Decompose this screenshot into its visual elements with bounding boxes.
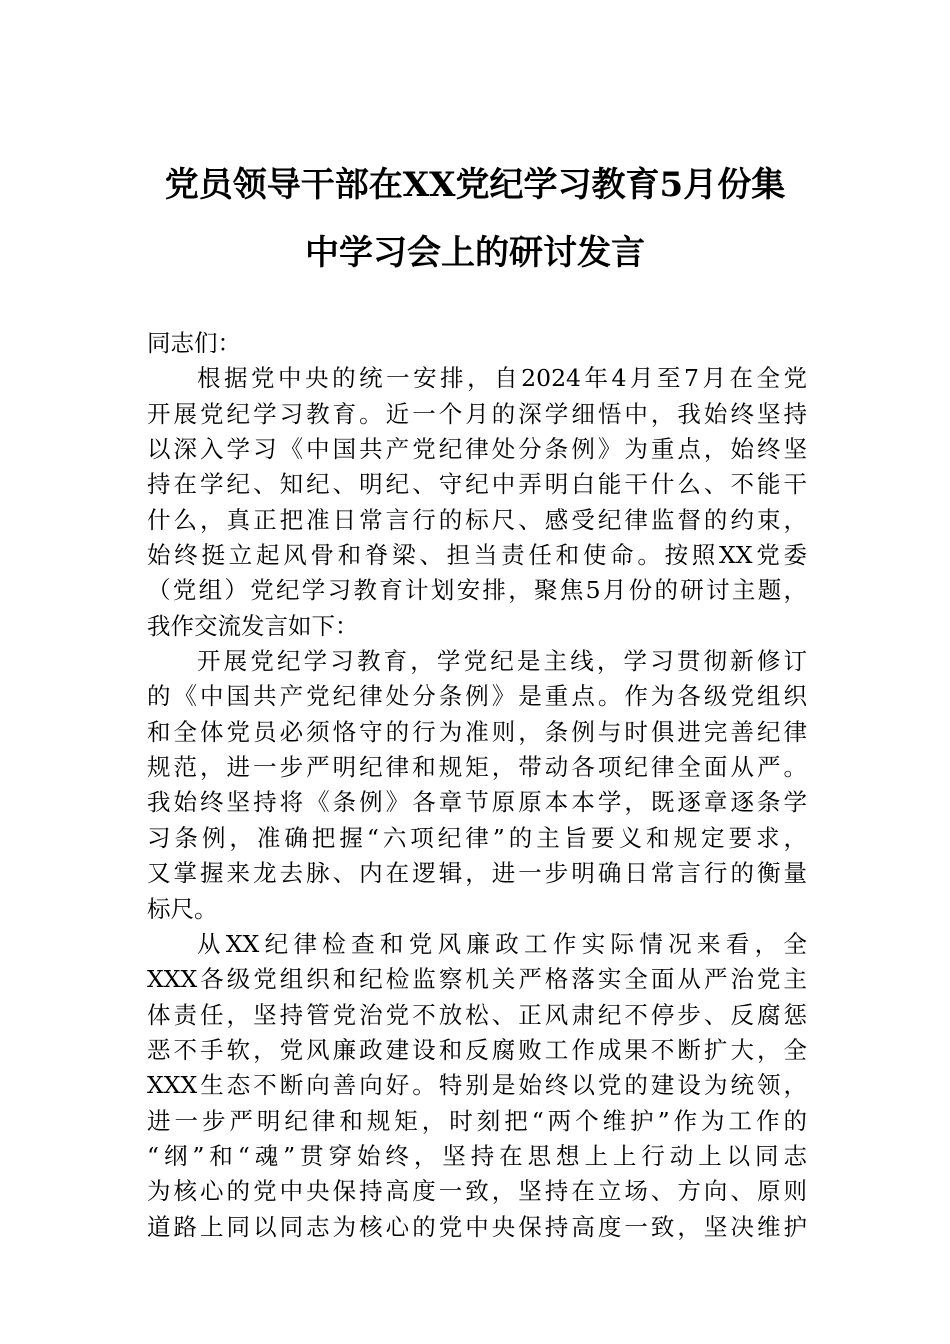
- paragraph-line: 我始终坚持将《条例》各章节原原本本学，既逐章逐条学: [147, 788, 807, 817]
- paragraph-line: 我作交流发言如下：: [147, 611, 359, 640]
- paragraph-line: XXX生态不断向善向好。特别是始终以党的建设为统领，: [147, 1071, 807, 1100]
- paragraph-2: [147, 644, 807, 927]
- paragraph-line: 以深入学习《中国共产党纪律处分条例》为重点，始终坚: [147, 435, 807, 464]
- paragraph-line: 从XX纪律检查和党风廉政工作实际情况来看，全: [197, 929, 807, 958]
- paragraph-line: 为核心的党中央保持高度一致，坚持在立场、方向、原则: [147, 1177, 807, 1206]
- document-title-line-2: 中学习会上的研讨发言: [305, 233, 645, 273]
- paragraph-line: 体责任，坚持管党治党不放松、正风肃纪不停步、反腐惩: [147, 1000, 807, 1029]
- document-body: [147, 326, 807, 1245]
- paragraph-line: 恶不手软，党风廉政建设和反腐败工作成果不断扩大，全: [147, 1035, 807, 1064]
- paragraph-line: 什么，真正把准日常言行的标尺、感受纪律监督的约束，: [147, 505, 807, 534]
- paragraph-line: 又掌握来龙去脉、内在逻辑，进一步明确日常言行的衡量: [147, 859, 807, 888]
- paragraph-line: 和全体党员必须恪守的行为准则，条例与时俱进完善纪律: [147, 717, 807, 746]
- salutation: 同志们：: [147, 329, 241, 357]
- paragraph-line: 标尺。: [147, 894, 218, 923]
- paragraph-line: 开展党纪学习教育。近一个月的深学细悟中，我始终坚持: [147, 399, 807, 428]
- paragraph-line: 始终挺立起风骨和脊梁、担当责任和使命。按照XX党委: [147, 541, 807, 570]
- document-title-line-1: 党员领导干部在XX党纪学习教育5月份集: [164, 165, 786, 205]
- paragraph-line: 持在学纪、知纪、明纪、守纪中弄明白能干什么、不能干: [147, 470, 807, 499]
- paragraph-3: [147, 927, 807, 1245]
- paragraph-line: 的《中国共产党纪律处分条例》是重点。作为各级党组织: [147, 682, 807, 711]
- paragraph-line: （党组）党纪学习教育计划安排，聚焦5月份的研讨主题，: [147, 576, 807, 605]
- paragraph-line: 习条例，准确把握“六项纪律”的主旨要义和规定要求，: [147, 823, 807, 852]
- paragraph-1: [147, 361, 807, 644]
- paragraph-line: XXX各级党组织和纪检监察机关严格落实全面从严治党主: [147, 965, 807, 994]
- paragraph-line: 道路上同以同志为核心的党中央保持高度一致，坚决维护: [147, 1212, 807, 1241]
- paragraph-line: 规范，进一步严明纪律和规矩，带动各项纪律全面从严。: [147, 753, 807, 782]
- paragraph-line: 开展党纪学习教育，学党纪是主线，学习贯彻新修订: [197, 647, 807, 676]
- paragraph-line: 进一步严明纪律和规矩，时刻把“两个维护”作为工作的: [147, 1106, 807, 1135]
- paragraph-line: 根据党中央的统一安排，自2024年4月至7月在全党: [197, 364, 807, 393]
- paragraph-line: “纲”和“魂”贯穿始终，坚持在思想上上行动上以同志: [147, 1141, 807, 1170]
